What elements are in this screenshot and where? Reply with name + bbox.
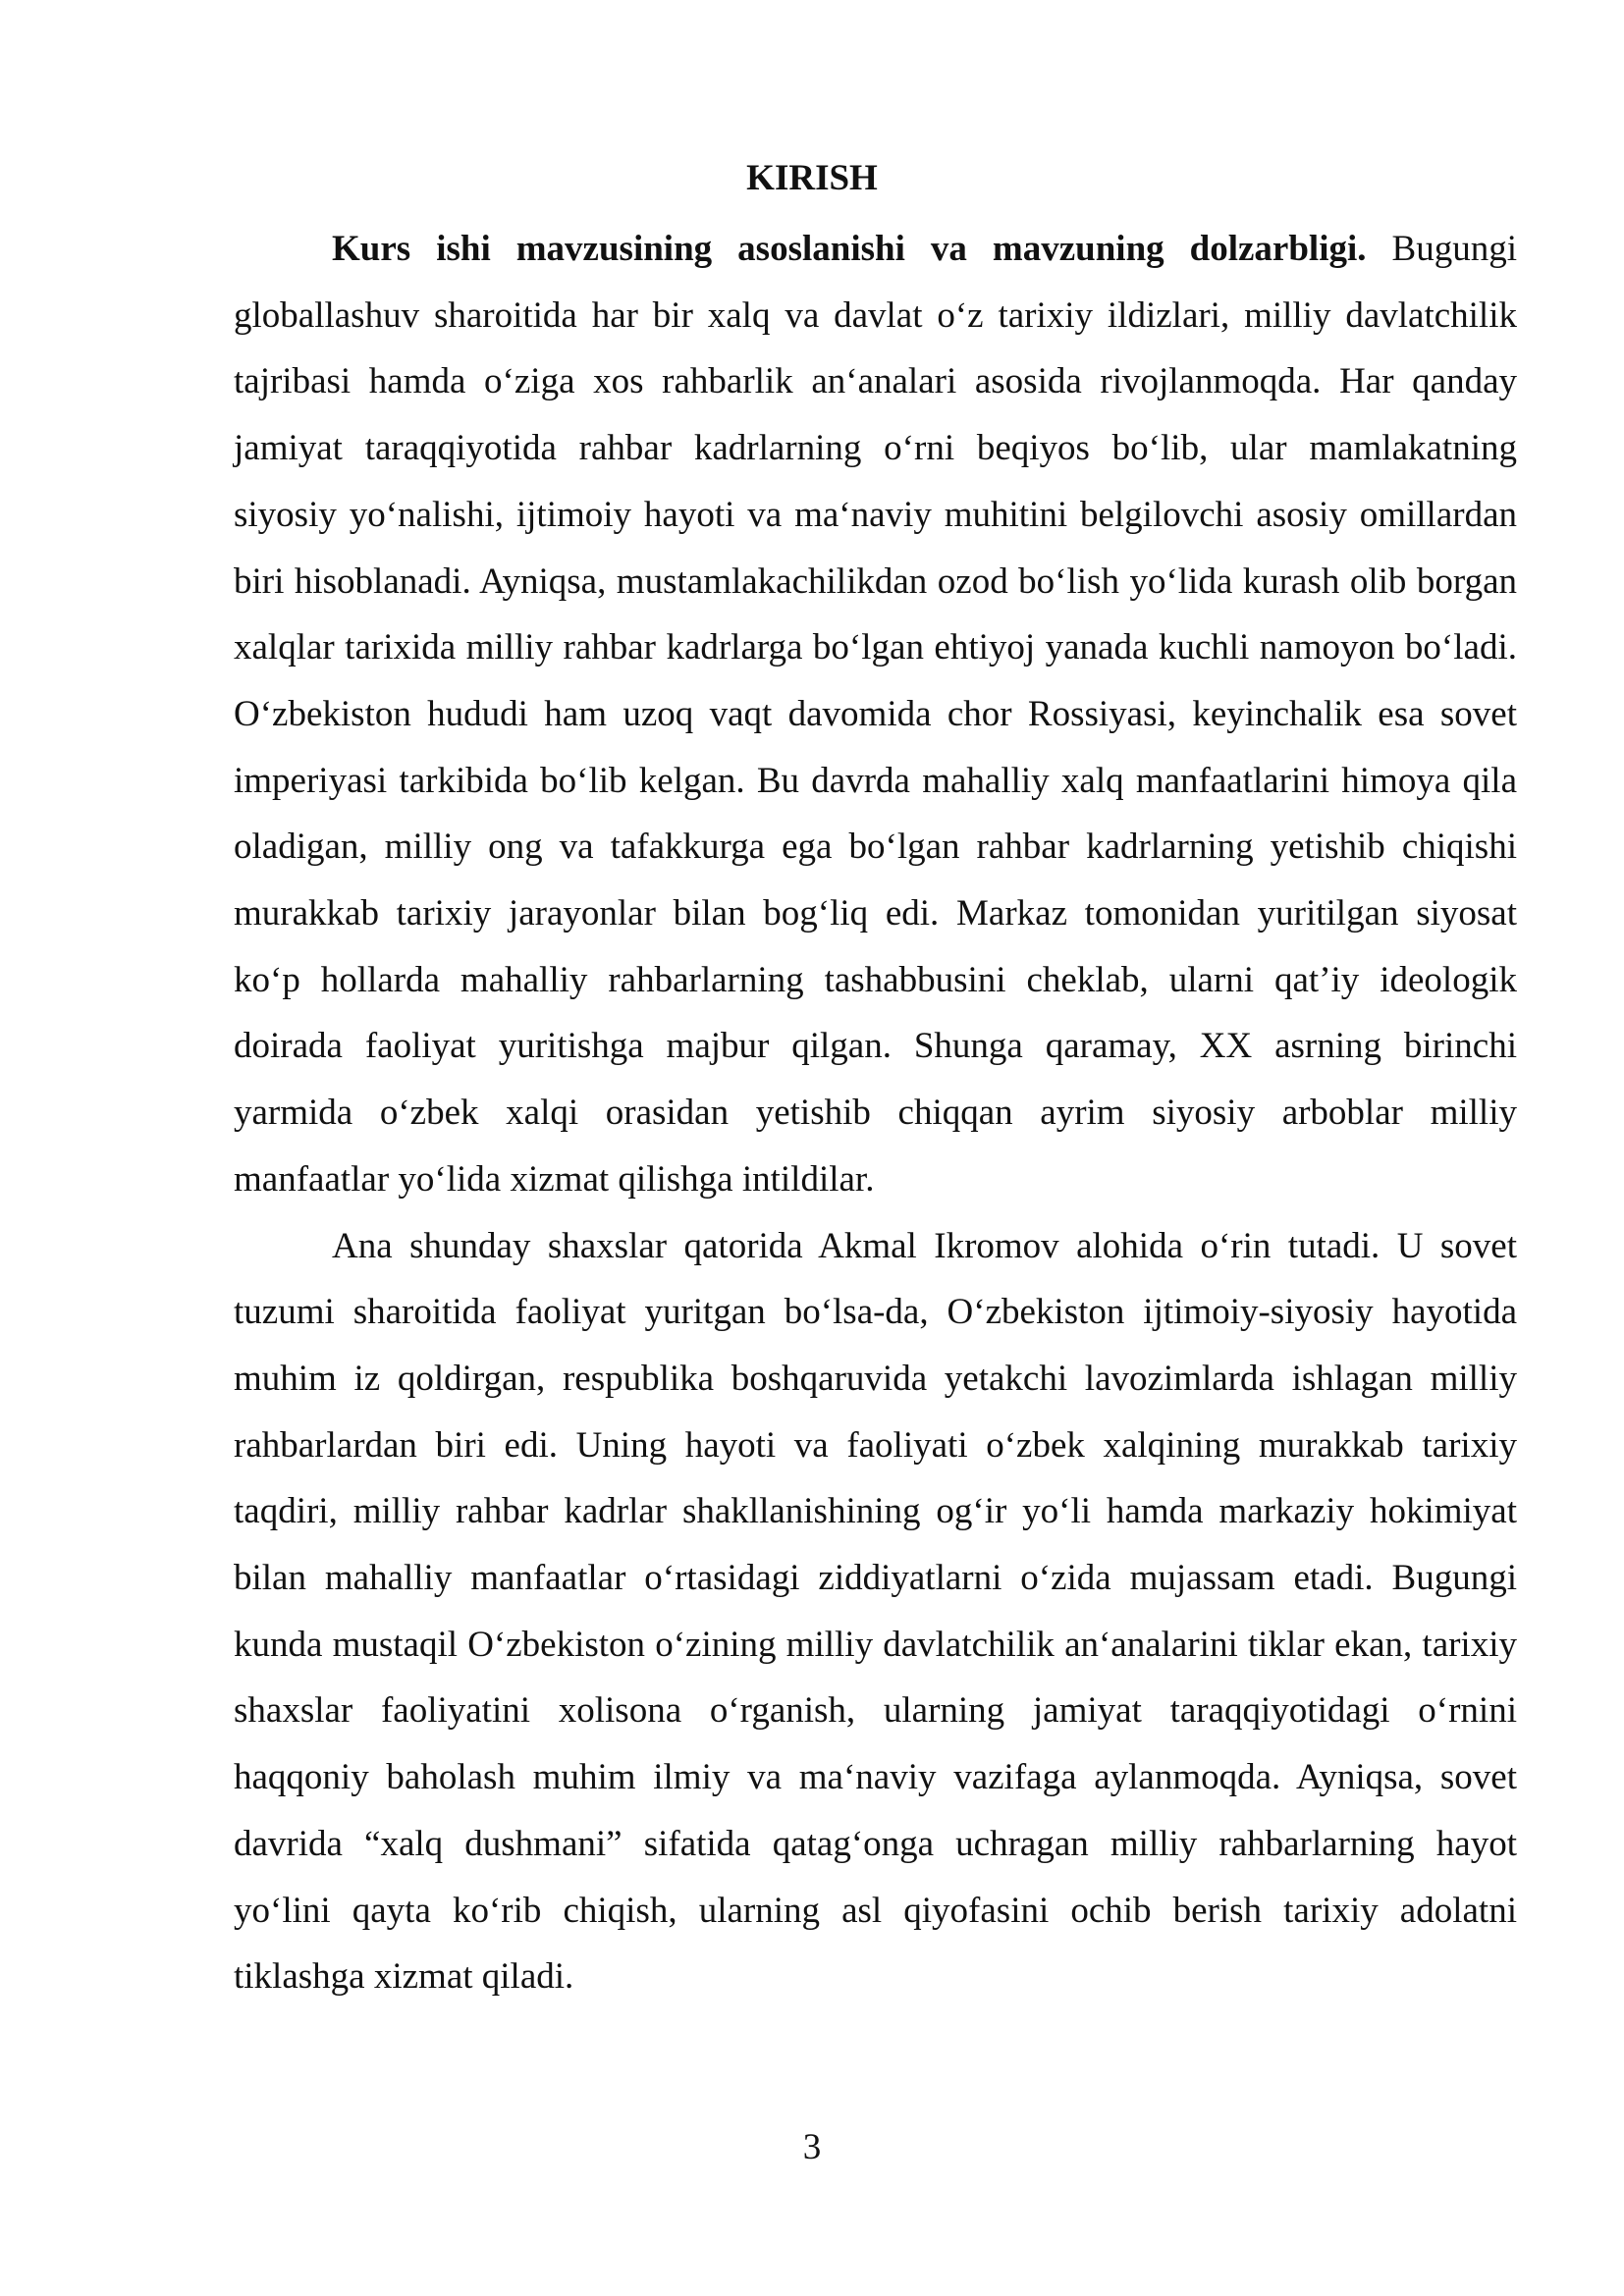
paragraph-rationale: [234, 216, 1517, 1213]
page-number: 3: [802, 2127, 822, 2167]
body-text: [234, 216, 1517, 2010]
paragraph-text: Bugungi globallashuv sharoitida har bir xalq va davlat o‘z tarixiy ildizlari, milliy davlatchilik tajribasi hamda o‘ziga xos rahbarlik an‘analari asosida rivojlanmoqda. Har qanday jamiyat taraqqiyotida rahbar kadrlarning o‘rni beqiyos bo‘lib, ular mamlakatning siyosiy yo‘nalishi, ijtimoiy hayoti va ma‘naviy muhitini belgilovchi asosiy omillardan biri hisoblanadi. Ayniqsa, mustamlakachilikdan ozod bo‘lish yo‘lida kurash olib borgan xalqlar tarixida milliy rahbar kadrlarga bo‘lgan ehtiyoj yanada kuchli namoyon bo‘ladi. O‘zbekiston hududi ham uzoq vaqt davomida chor Rossiyasi, keyinchalik esa sovet imperiyasi tarkibida bo‘lib kelgan. Bu davrda mahalliy xalq manfaatlarini himoya qila oladigan, milliy ong va tafakkurga ega bo‘lgan rahbar kadrlarning yetishib chiqishi murakkab tarixiy jarayonlar bilan bog‘liq edi. Markaz tomonidan yuritilgan siyosat ko‘p hollarda mahalliy rahbarlarning tashabbusini cheklab, ularni qat’iy ideologik doirada faoliyat yuritishga majbur qilgan. Shunga qaramay, XX asrning birinchi yarmida o‘zbek xalqi orasidan yetishib chiqqan ayrim siyosiy arboblar milliy manfaatlar yo‘lida xizmat qilishga intildilar.: [234, 229, 1517, 1200]
paragraph-ikromov: Ana shunday shaxslar qatorida Akmal Ikromov alohida o‘rin tutadi. U sovet tuzumi sharoitida faoliyat yuritgan bo‘lsa-da, O‘zbekiston ijtimoiy-siyosiy hayotida muhim iz qoldirgan, respublika boshqaruvida yetakchi lavozimlarda ishlagan milliy rahbarlardan biri edi. Uning hayoti va faoliyati o‘zbek xalqining murakkab tarixiy taqdiri, milliy rahbar kadrlar shakllanishining og‘ir yo‘li hamda markaziy hokimiyat bilan mahalliy manfaatlar o‘rtasidagi ziddiyatlarni o‘zida mujassam etadi. Bugungi kunda mustaqil O‘zbekiston o‘zining milliy davlatchilik an‘analarini tiklar ekan, tarixiy shaxslar faoliyatini xolisona o‘rganish, ularning jamiyat taraqqiyotidagi o‘rnini haqqoniy baholash muhim ilmiy va ma‘naviy vazifaga aylanmoqda. Ayniqsa, sovet davrida “xalq dushmani” sifatida qatag‘onga uchragan milliy rahbarlarning hayot yo‘lini qayta ko‘rib chiqish, ularning asl qiyofasini ochib berish tarixiy adolatni tiklashga xizmat qiladi.: [234, 1225, 1517, 1998]
section-heading: KIRISH: [746, 158, 878, 198]
paragraph-lead: Kurs ishi mavzusining asoslanishi va mavzuning dolzarbligi.: [332, 229, 1367, 269]
